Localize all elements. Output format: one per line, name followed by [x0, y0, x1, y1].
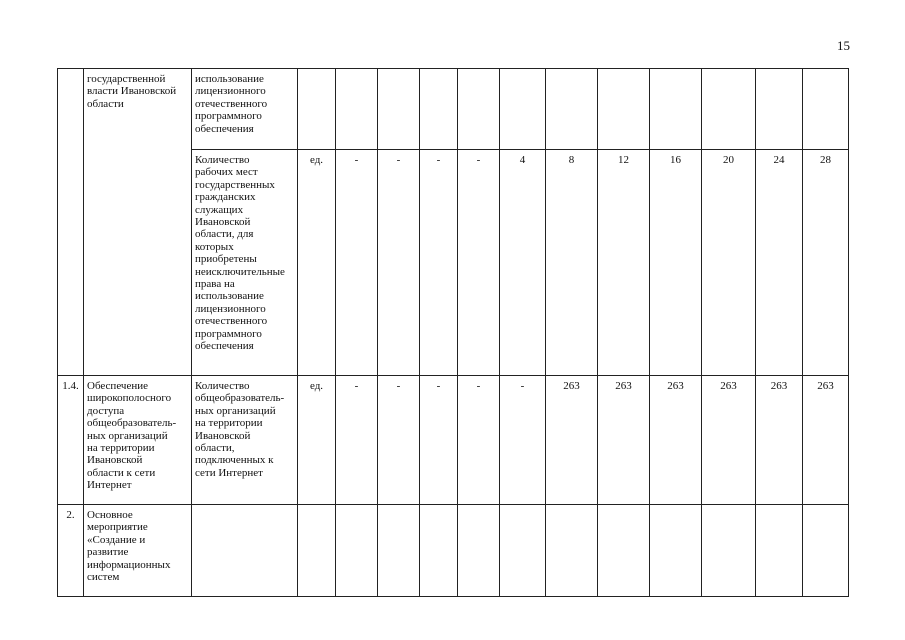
value-cell: 28: [803, 150, 849, 376]
unit-cell: [298, 505, 336, 597]
indicator-name-cell-text: Количество общеобразователь- ных организаций на территории Ивановской области, подключенных к сети Интернет: [195, 380, 285, 479]
value-cell: [458, 69, 500, 150]
value-cell: [546, 69, 598, 150]
value-cell: 263: [756, 376, 803, 505]
indicator-name-cell-text: использование лицензионного отечественного программного обеспечения: [195, 73, 268, 135]
value-cell: 12: [598, 150, 650, 376]
table-row: [58, 505, 849, 597]
value-cell: 8: [546, 150, 598, 376]
value-cell: 263: [803, 376, 849, 505]
value-cell: 20: [702, 150, 756, 376]
value-cell: 24: [756, 150, 803, 376]
unit-cell: [298, 69, 336, 150]
table-row: [58, 376, 849, 505]
value-cell: [378, 69, 420, 150]
value-cell: 263: [650, 376, 702, 505]
value-cell: 263: [702, 376, 756, 505]
value-cell: 263: [546, 376, 598, 505]
value-cell: -: [458, 376, 500, 505]
unit-cell: ед.: [298, 376, 336, 505]
activity-name-cell: [84, 69, 192, 376]
activity-name-cell-text: Обеспечение широкополосного доступа общеобразователь- ных организаций на территории Ивановской области к сети Интернет: [87, 380, 177, 492]
value-cell: [756, 69, 803, 150]
value-cell: [420, 69, 458, 150]
value-cell: -: [336, 376, 378, 505]
value-cell: -: [420, 376, 458, 505]
indicator-name-cell: [192, 69, 298, 150]
value-cell: -: [336, 150, 378, 376]
indicator-name-cell: [192, 150, 298, 376]
value-cell: [500, 505, 546, 597]
activity-name-cell: [84, 505, 192, 597]
value-cell: [650, 505, 702, 597]
row-index-cell: 2.: [58, 505, 84, 597]
value-cell: [702, 69, 756, 150]
unit-cell: ед.: [298, 150, 336, 376]
value-cell: [420, 505, 458, 597]
indicator-name-cell: [192, 505, 298, 597]
value-cell: 263: [598, 376, 650, 505]
value-cell: [702, 505, 756, 597]
activity-name-cell-text: государственной власти Ивановской области: [87, 73, 177, 110]
value-cell: [378, 505, 420, 597]
value-cell: 16: [650, 150, 702, 376]
value-cell: [803, 69, 849, 150]
value-cell: -: [378, 376, 420, 505]
value-cell: -: [500, 376, 546, 505]
value-cell: 4: [500, 150, 546, 376]
value-cell: [598, 505, 650, 597]
value-cell: [500, 69, 546, 150]
value-cell: -: [378, 150, 420, 376]
value-cell: [756, 505, 803, 597]
indicator-name-cell-text: Количество рабочих мест государственных гражданских служащих Ивановской области, для которых приобретены неисключительные права на использование лицензионного отечественного программного обеспечения: [195, 154, 285, 353]
indicators-table: [57, 68, 849, 597]
table-row: [58, 69, 849, 150]
value-cell: [650, 69, 702, 150]
row-index-cell: [58, 69, 84, 376]
indicator-name-cell: [192, 376, 298, 505]
page-number: 15: [837, 38, 850, 53]
activity-name-cell: [84, 376, 192, 505]
value-cell: [336, 505, 378, 597]
activity-name-cell-text: Основное мероприятие «Создание и развитие информационных систем: [87, 509, 171, 584]
value-cell: [546, 505, 598, 597]
row-index-cell: 1.4.: [58, 376, 84, 505]
value-cell: -: [458, 150, 500, 376]
value-cell: [598, 69, 650, 150]
value-cell: [803, 505, 849, 597]
value-cell: -: [420, 150, 458, 376]
value-cell: [336, 69, 378, 150]
value-cell: [458, 505, 500, 597]
